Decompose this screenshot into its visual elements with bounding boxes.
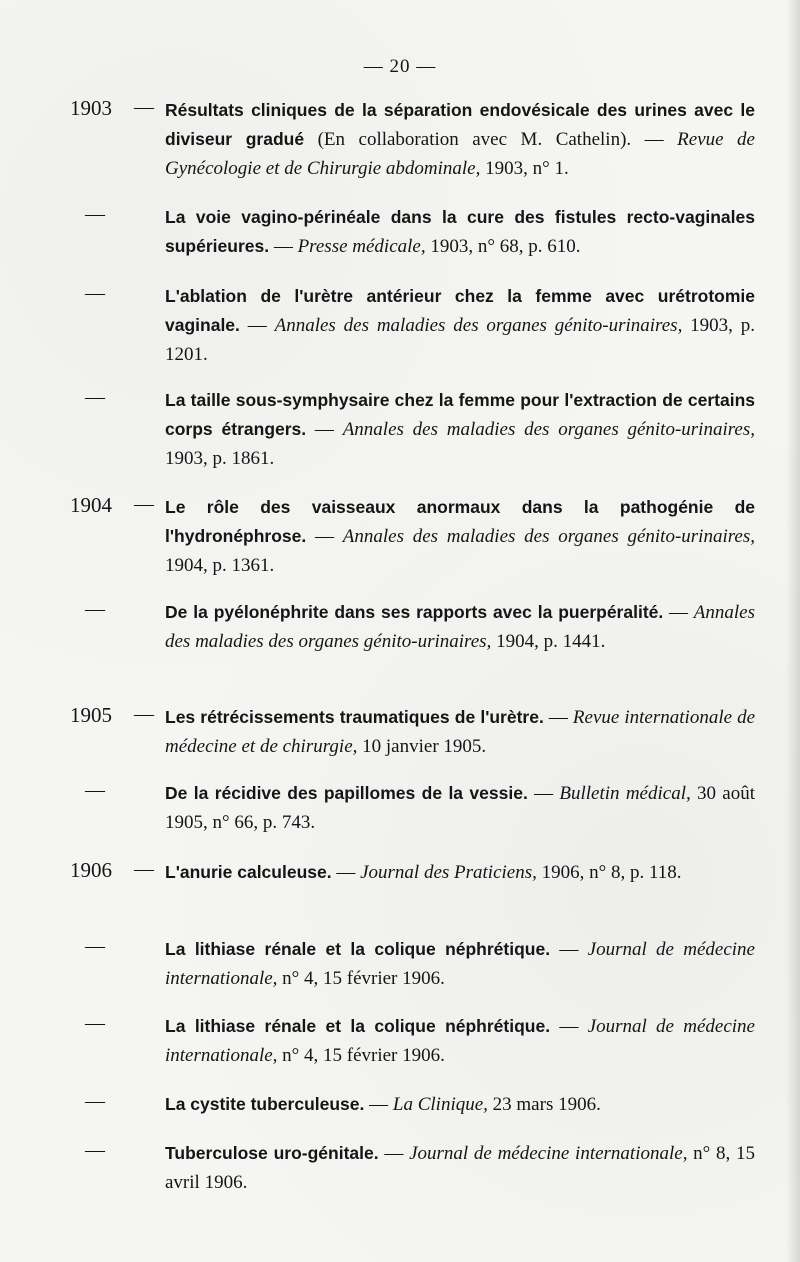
entry-dash: —: [134, 493, 154, 515]
entry-journal: Journal de médecine internationale,: [165, 939, 755, 989]
entry-dash: —: [85, 1090, 105, 1112]
entry-dash: —: [85, 779, 105, 801]
entry-separator: —: [306, 419, 343, 440]
entry-text: [165, 1012, 755, 1070]
entry-text: [165, 386, 755, 473]
entry-journal: Annales des maladies des organes génito-urinaires,: [274, 315, 683, 336]
entry-journal: Annales des maladies des organes génito-urinaires,: [342, 419, 756, 440]
entry-journal: Presse médicale,: [297, 236, 426, 257]
entry-text: [165, 96, 755, 183]
entry-reference: 1906, n° 8, p. 118.: [536, 862, 682, 883]
entry-separator: —: [550, 1016, 588, 1037]
entry-text: [165, 858, 755, 887]
entry-separator: (En collaboration avec M. Cathelin). —: [304, 129, 678, 150]
entry-text: [165, 1139, 755, 1197]
entry-reference: n° 8, 15 avril 1906.: [165, 1143, 755, 1193]
entry-text: [165, 935, 755, 993]
entry-text: [165, 282, 755, 369]
entry-journal: Revue de Gynécologie et de Chirurgie abdominale,: [165, 129, 755, 179]
entry-year: 1904: [70, 493, 112, 517]
entry-reference: 1903, p. 1201.: [165, 315, 756, 365]
entry-dash: —: [85, 282, 105, 304]
entry-separator: —: [269, 236, 298, 257]
entry-reference: 1903, p. 1861.: [165, 448, 275, 469]
entry-title: L'anurie calculeuse.: [165, 862, 332, 882]
entry-title: La cystite tuberculeuse.: [165, 1094, 365, 1114]
entry-dash: —: [134, 858, 154, 880]
entry-journal: Journal des Praticiens,: [360, 862, 537, 883]
entry-title: Les rétrécissements traumatiques de l'urètre.: [165, 707, 544, 727]
entry-title: La taille sous-symphysaire chez la femme pour l'extraction de certains corps étrangers.: [165, 390, 755, 439]
entry-year: 1906: [70, 858, 112, 882]
entry-title: L'ablation de l'urètre antérieur chez la femme avec urétrotomie vaginale.: [165, 286, 755, 335]
entry-text: [165, 1090, 755, 1119]
entry-title: De la récidive des papillomes de la vessie.: [165, 783, 528, 803]
entry-reference: n° 4, 15 février 1906.: [277, 968, 445, 989]
entry-title: La lithiase rénale et la colique néphrétique.: [165, 939, 551, 959]
entry-journal: Bulletin médical,: [559, 783, 691, 804]
entry-reference: n° 4, 15 février 1906.: [277, 1045, 445, 1066]
entry-separator: —: [239, 315, 275, 336]
entry-dash: —: [85, 386, 105, 408]
entry-separator: —: [364, 1094, 393, 1115]
entry-dash: —: [85, 203, 105, 225]
entry-reference: 1904, p. 1441.: [491, 631, 606, 652]
page-number: — 20 —: [363, 56, 437, 77]
entry-journal: La Clinique,: [392, 1094, 488, 1115]
entry-title: Tuberculose uro-génitale.: [165, 1143, 379, 1163]
entry-text: [165, 703, 755, 761]
entry-text: [165, 203, 755, 261]
entry-reference: 1903, n° 68, p. 610.: [425, 236, 581, 257]
entry-separator: —: [550, 939, 588, 960]
entry-title: Le rôle des vaisseaux anormaux dans la pathogénie de l'hydronéphrose.: [165, 497, 755, 546]
entry-journal: Journal de médecine internationale,: [409, 1143, 688, 1164]
entry-dash: —: [85, 598, 105, 620]
entry-text: [165, 779, 755, 837]
entry-title: Résultats cliniques de la séparation endovésicale des urines avec le diviseur gradué: [165, 100, 755, 149]
entry-reference: 1904, p. 1361.: [165, 555, 275, 576]
entry-journal: Annales des maladies des organes génito-urinaires,: [342, 526, 756, 547]
entry-dash: —: [85, 935, 105, 957]
page-edge-shadow: [786, 0, 800, 1262]
entry-separator: —: [527, 783, 560, 804]
entry-journal: Revue internationale de médecine et de chirurgie,: [165, 707, 756, 757]
entry-reference: 30 août 1905, n° 66, p. 743.: [165, 783, 755, 833]
entry-text: [165, 493, 755, 580]
entry-dash: —: [85, 1012, 105, 1034]
entry-separator: —: [543, 707, 573, 728]
entry-dash: —: [134, 96, 154, 118]
entry-year: 1903: [70, 96, 112, 120]
entry-reference: 23 mars 1906.: [487, 1094, 601, 1115]
entry-journal: Journal de médecine internationale,: [165, 1016, 755, 1066]
entry-reference: 10 janvier 1905.: [357, 736, 487, 757]
entry-text: [165, 598, 755, 656]
entry-title: La voie vagino-périnéale dans la cure des fistules recto-vaginales supérieures.: [165, 207, 755, 256]
entry-separator: —: [331, 862, 361, 883]
entry-title: De la pyélonéphrite dans ses rapports avec la puerpéralité.: [165, 602, 664, 622]
entry-dash: —: [85, 1139, 105, 1161]
entry-separator: —: [378, 1143, 410, 1164]
entry-reference: 1903, n° 1.: [480, 158, 569, 179]
entry-year: 1905: [70, 703, 112, 727]
entry-journal: Annales des maladies des organes génito-urinaires,: [165, 602, 755, 652]
entry-separator: —: [663, 602, 694, 623]
entry-separator: —: [306, 526, 343, 547]
entry-dash: —: [134, 703, 154, 725]
entry-title: La lithiase rénale et la colique néphrétique.: [165, 1016, 551, 1036]
